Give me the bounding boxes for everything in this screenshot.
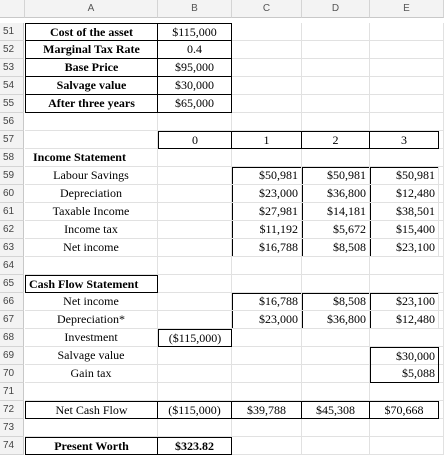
taxable-y2-cell[interactable] <box>302 203 370 221</box>
cf-depreciation-label-cell[interactable] <box>25 311 158 329</box>
empty-cell[interactable] <box>302 59 370 77</box>
empty-cell[interactable] <box>158 149 232 167</box>
empty-cell[interactable] <box>25 419 158 437</box>
depr-y1-cell[interactable] <box>232 185 302 203</box>
row-header[interactable]: 55 <box>0 95 24 113</box>
empty-cell[interactable] <box>25 257 158 275</box>
empty-cell[interactable] <box>370 437 444 455</box>
empty-cell[interactable] <box>25 113 158 131</box>
empty-cell[interactable] <box>232 59 302 77</box>
gain-tax-label: Gain tax <box>70 366 112 380</box>
column-header-c[interactable]: C <box>232 0 302 18</box>
row-header[interactable]: 53 <box>0 59 24 77</box>
tax-rate-label: Marginal Tax Rate <box>43 42 140 56</box>
empty-cell[interactable] <box>370 329 444 347</box>
empty-cell[interactable] <box>302 329 370 347</box>
row-header[interactable]: 63 <box>0 239 24 257</box>
empty-cell[interactable] <box>302 437 370 455</box>
empty-cell[interactable] <box>302 419 370 437</box>
cf-depr-y3: $12,480 <box>396 312 435 326</box>
empty-cell[interactable] <box>232 437 302 455</box>
base-price-value-cell[interactable] <box>158 59 232 77</box>
year-3-cell[interactable] <box>370 131 439 149</box>
labour-savings-label: Labour Savings <box>53 168 129 182</box>
base-price-label: Base Price <box>64 60 119 74</box>
year-1-cell[interactable] <box>232 131 302 149</box>
year-2: 2 <box>332 132 339 147</box>
cash-flow-title: Cash Flow Statement <box>29 276 139 291</box>
depreciation-label-cell[interactable] <box>25 185 158 203</box>
depr-y3-cell[interactable] <box>370 185 439 203</box>
column-header-e[interactable]: E <box>370 0 444 18</box>
empty-cell[interactable] <box>158 365 232 383</box>
net-income-label: Net income <box>63 240 119 254</box>
empty-cell[interactable] <box>158 347 232 365</box>
row-header[interactable]: 59 <box>0 167 24 185</box>
row-header[interactable]: 74 <box>0 437 24 455</box>
empty-cell[interactable] <box>302 275 370 293</box>
empty-cell[interactable] <box>232 275 302 293</box>
empty-cell[interactable] <box>232 419 302 437</box>
empty-cell[interactable] <box>232 383 302 401</box>
net-y1: $16,788 <box>259 240 298 254</box>
present-worth-label: Present Worth <box>54 438 129 453</box>
cf-net-y3: $23,100 <box>396 294 435 308</box>
empty-cell[interactable] <box>370 59 444 77</box>
taxable-y3-cell[interactable] <box>370 203 439 221</box>
ncf-y2: $45,308 <box>316 402 355 417</box>
column-header-b[interactable]: B <box>158 0 232 18</box>
labour-y1-cell[interactable] <box>232 167 302 185</box>
row-header[interactable]: 56 <box>0 113 24 131</box>
labour-y1: $50,981 <box>259 168 298 182</box>
empty-cell[interactable] <box>158 203 232 221</box>
empty-cell[interactable] <box>232 23 302 41</box>
taxable-y1: $27,981 <box>259 204 298 218</box>
empty-cell[interactable] <box>158 239 232 257</box>
cf-depr-y2: $36,800 <box>327 312 366 326</box>
cf-salvage-label-cell[interactable] <box>25 347 158 365</box>
row-header[interactable]: 66 <box>0 293 24 311</box>
empty-cell[interactable] <box>370 23 444 41</box>
row-header[interactable]: 65 <box>0 275 24 293</box>
empty-cell[interactable] <box>232 77 302 95</box>
empty-cell[interactable] <box>232 41 302 59</box>
row-header[interactable]: 51 <box>0 23 24 41</box>
present-worth-value: $323.82 <box>175 438 214 453</box>
depr-y3: $12,480 <box>396 186 435 200</box>
empty-cell[interactable] <box>302 95 370 113</box>
empty-cell[interactable] <box>158 167 232 185</box>
gain-tax-label-cell[interactable] <box>25 365 158 383</box>
labour-y2: $50,981 <box>327 168 366 182</box>
row-header[interactable]: 71 <box>0 383 24 401</box>
cf-depr-y1: $23,000 <box>259 312 298 326</box>
depr-y2-cell[interactable] <box>302 185 370 203</box>
investment-label: Investment <box>64 330 118 344</box>
tax-rate-value: 0.4 <box>187 42 202 56</box>
tax-y2: $5,672 <box>333 222 366 236</box>
empty-cell[interactable] <box>158 311 232 329</box>
empty-cell[interactable] <box>370 95 444 113</box>
salvage-label: Salvage value <box>56 78 127 92</box>
ncf-y1: $39,788 <box>247 402 286 417</box>
depreciation-label: Depreciation <box>60 186 122 200</box>
year-0-cell[interactable] <box>158 131 232 149</box>
income-tax-label: Income tax <box>64 222 118 236</box>
row-header[interactable]: 72 <box>0 401 24 419</box>
cf-net-income-label-cell[interactable] <box>25 293 158 311</box>
row-header[interactable]: 52 <box>0 41 24 59</box>
net-y2-cell[interactable] <box>302 239 370 257</box>
cf-net-y1: $16,788 <box>259 294 298 308</box>
cost-value: $115,000 <box>172 24 217 39</box>
taxable-income-label-cell[interactable] <box>25 203 158 221</box>
empty-cell[interactable] <box>370 113 444 131</box>
cf-net-y2: $8,508 <box>333 294 366 308</box>
depr-y1: $23,000 <box>259 186 298 200</box>
present-worth-label-cell[interactable] <box>25 437 158 455</box>
after-three-years-value-cell[interactable] <box>158 95 232 113</box>
present-worth-value-cell[interactable] <box>158 437 232 455</box>
year-2-cell[interactable] <box>302 131 370 149</box>
column-header-d[interactable]: D <box>302 0 370 18</box>
empty-cell[interactable] <box>302 383 370 401</box>
ncf-y0-cell[interactable] <box>158 401 232 419</box>
investment-y0-cell[interactable] <box>158 329 232 347</box>
tax-y2-cell[interactable] <box>302 221 370 239</box>
labour-y3-cell[interactable] <box>370 167 439 185</box>
empty-cell[interactable] <box>232 329 302 347</box>
tax-rate-value-cell[interactable] <box>158 41 232 59</box>
empty-cell[interactable] <box>232 95 302 113</box>
row-header[interactable]: 73 <box>0 419 24 437</box>
empty-cell[interactable] <box>302 257 370 275</box>
empty-cell[interactable] <box>158 419 232 437</box>
gain-tax-y3-cell[interactable] <box>370 365 439 383</box>
empty-cell[interactable] <box>302 149 370 167</box>
cf-net-y1-cell[interactable] <box>232 293 302 311</box>
income-statement-title: Income Statement <box>33 150 126 164</box>
cf-net-y2-cell[interactable] <box>302 293 370 311</box>
gain-tax-y3: $5,088 <box>402 366 435 380</box>
investment-y0: ($115,000) <box>168 330 222 345</box>
empty-cell[interactable] <box>232 113 302 131</box>
base-price-value: $95,000 <box>175 60 214 74</box>
row-header[interactable]: 54 <box>0 77 24 95</box>
empty-cell[interactable] <box>302 41 370 59</box>
net-cash-flow-label: Net Cash Flow <box>55 402 128 417</box>
taxable-income-label: Taxable Income <box>52 204 130 218</box>
cf-salvage-y3-cell[interactable] <box>370 347 439 365</box>
tax-y3-cell[interactable] <box>370 221 439 239</box>
empty-cell[interactable] <box>25 131 158 149</box>
labour-y2-cell[interactable] <box>302 167 370 185</box>
empty-cell[interactable] <box>370 77 444 95</box>
tax-y1: $11,192 <box>259 222 298 236</box>
taxable-y2: $14,181 <box>327 204 366 218</box>
ncf-y0: ($115,000) <box>168 402 221 417</box>
empty-cell[interactable] <box>232 347 302 365</box>
ncf-y2-cell[interactable] <box>302 401 370 419</box>
empty-cell[interactable] <box>302 365 370 383</box>
ncf-y3-cell[interactable] <box>370 401 439 419</box>
year-0: 0 <box>192 132 198 147</box>
labour-y3: $50,981 <box>396 168 435 182</box>
income-tax-label-cell[interactable] <box>25 221 158 239</box>
empty-cell[interactable] <box>232 149 302 167</box>
taxable-y3: $38,501 <box>396 204 435 218</box>
cf-salvage-label: Salvage value <box>57 348 125 362</box>
year-1: 1 <box>263 132 270 147</box>
cf-depr-y1-cell[interactable] <box>232 311 302 329</box>
cash-flow-title-cell[interactable] <box>25 275 158 293</box>
depr-y2: $36,800 <box>327 186 366 200</box>
empty-cell[interactable] <box>158 257 232 275</box>
empty-cell[interactable] <box>370 257 444 275</box>
after-three-years-label: After three years <box>48 96 135 110</box>
empty-cell[interactable] <box>370 149 444 167</box>
empty-cell[interactable] <box>232 257 302 275</box>
cost-label: Cost of the asset <box>50 24 133 39</box>
empty-cell[interactable] <box>370 419 444 437</box>
empty-cell[interactable] <box>232 365 302 383</box>
tax-y3: $15,400 <box>396 222 435 236</box>
empty-cell[interactable] <box>158 383 232 401</box>
net-y1-cell[interactable] <box>232 239 302 257</box>
year-3: 3 <box>401 132 407 147</box>
empty-cell[interactable] <box>158 221 232 239</box>
cost-value-cell[interactable] <box>158 23 232 41</box>
cf-net-income-label: Net income <box>63 294 119 308</box>
cf-salvage-y3: $30,000 <box>396 349 435 363</box>
net-y2: $8,508 <box>333 240 366 254</box>
net-y3-cell[interactable] <box>370 239 439 257</box>
net-income-label-cell[interactable] <box>25 239 158 257</box>
after-three-years-label-cell[interactable] <box>25 95 158 113</box>
cf-depr-y3-cell[interactable] <box>370 311 439 329</box>
cost-label-cell[interactable] <box>25 23 158 41</box>
empty-cell[interactable] <box>302 77 370 95</box>
net-y3: $23,100 <box>396 240 435 254</box>
empty-cell[interactable] <box>25 383 158 401</box>
salvage-value-cell[interactable] <box>158 77 232 95</box>
empty-cell[interactable] <box>302 23 370 41</box>
salvage-value: $30,000 <box>175 78 214 92</box>
select-all-corner[interactable] <box>0 0 25 18</box>
empty-cell[interactable] <box>158 293 232 311</box>
ncf-y3: $70,668 <box>384 402 424 417</box>
empty-cell[interactable] <box>370 275 444 293</box>
labour-savings-label-cell[interactable] <box>25 167 158 185</box>
row-header[interactable]: 62 <box>0 221 24 239</box>
row-header[interactable]: 57 <box>0 131 24 149</box>
column-header-a[interactable]: A <box>25 0 158 18</box>
empty-cell[interactable] <box>302 113 370 131</box>
row-header[interactable]: 58 <box>0 149 24 167</box>
net-cash-flow-label-cell[interactable] <box>25 401 158 419</box>
income-statement-title-cell[interactable] <box>25 149 158 167</box>
taxable-y1-cell[interactable] <box>232 203 302 221</box>
cf-depreciation-label: Depreciation* <box>57 312 125 326</box>
tax-rate-label-cell[interactable] <box>25 41 158 59</box>
empty-cell[interactable] <box>370 383 444 401</box>
cf-net-y3-cell[interactable] <box>370 293 439 311</box>
row-header[interactable]: 68 <box>0 329 24 347</box>
empty-cell[interactable] <box>158 113 232 131</box>
tax-y1-cell[interactable] <box>232 221 302 239</box>
after-three-years-value: $65,000 <box>175 96 214 110</box>
row-header[interactable]: 67 <box>0 311 24 329</box>
row-header[interactable]: 70 <box>0 365 24 383</box>
ncf-y1-cell[interactable] <box>232 401 302 419</box>
salvage-label-cell[interactable] <box>25 77 158 95</box>
empty-cell[interactable] <box>302 347 370 365</box>
investment-label-cell[interactable] <box>25 329 158 347</box>
row-header[interactable]: 60 <box>0 185 24 203</box>
empty-cell[interactable] <box>370 41 444 59</box>
row-header[interactable]: 61 <box>0 203 24 221</box>
empty-cell[interactable] <box>158 275 232 293</box>
empty-cell[interactable] <box>158 185 232 203</box>
row-header[interactable]: 64 <box>0 257 24 275</box>
cf-depr-y2-cell[interactable] <box>302 311 370 329</box>
row-header[interactable]: 69 <box>0 347 24 365</box>
base-price-label-cell[interactable] <box>25 59 158 77</box>
